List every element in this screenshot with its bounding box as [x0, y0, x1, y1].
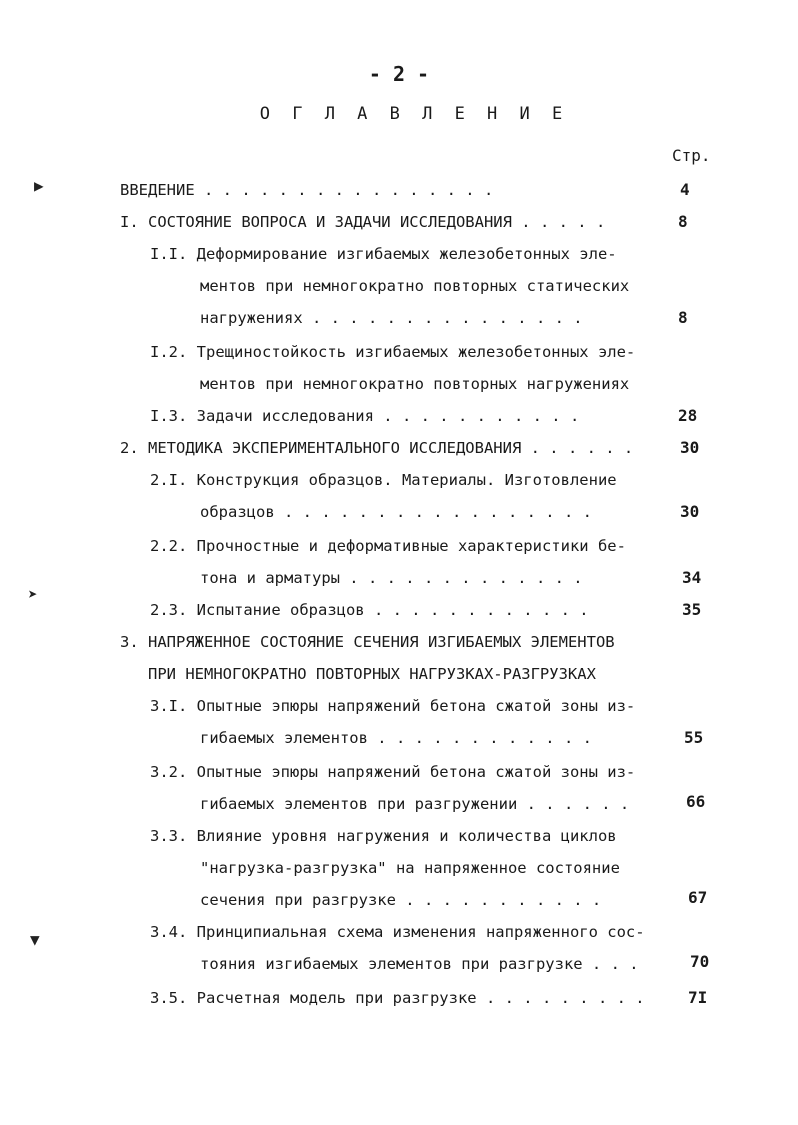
toc-entry-intro[interactable] [120, 180, 493, 200]
margin-mark-icon: ➤ [28, 585, 38, 604]
toc-entry-text: Прочностные и деформативные характеристики бе- [196, 537, 626, 555]
toc-entry-num: 3.3. [150, 827, 188, 845]
toc-page-number: 66 [686, 792, 706, 811]
toc-entry-num: 3.4. [150, 923, 188, 941]
toc-entry-text: "нагрузка-разгрузка" на напряженное состояние [200, 859, 620, 877]
toc-entry-text: Принципиальная схема изменения напряженного сос- [196, 923, 645, 941]
toc-entry-text: тона и арматуры . . . . . . . . . . . . . [200, 569, 583, 587]
toc-entry-text: Задачи исследования . . . . . . . . . . . [196, 407, 580, 425]
toc-page-number: 34 [682, 568, 702, 587]
toc-entry-text: Опытные эпюры напряжений бетона сжатой зоны из- [196, 697, 636, 715]
toc-page-number: 70 [690, 952, 710, 971]
toc-entry-text: гибаемых элементов при разгружении . . . . . . [200, 795, 630, 813]
toc-entry-section-3-1[interactable] [150, 696, 635, 716]
toc-page-number: 4 [680, 180, 690, 199]
toc-entry-chapter-3[interactable] [120, 632, 615, 652]
toc-entry-text: Деформирование изгибаемых железобетонных эле- [196, 245, 617, 263]
toc-page-number: 67 [688, 888, 708, 907]
toc-entry-text: Конструкция образцов. Материалы. Изготовление [196, 471, 617, 489]
toc-entry-text: Трещиностойкость изгибаемых железобетонных эле- [196, 343, 636, 361]
toc-entry-text: ПРИ НЕМНОГОКРАТНО ПОВТОРНЫХ НАГРУЗКАХ-РАЗГРУЗКАХ [148, 665, 596, 683]
toc-page-number: 30 [680, 502, 700, 521]
toc-page-number: 35 [682, 600, 702, 619]
toc-entry-text: НАПРЯЖЕННОЕ СОСТОЯНИЕ СЕЧЕНИЯ ИЗГИБАЕМЫХ ЭЛЕМЕНТОВ [148, 633, 615, 651]
toc-entry-num: 3.2. [150, 763, 188, 781]
toc-entry-text: ВВЕДЕНИЕ . . . . . . . . . . . . . . . . [120, 181, 494, 199]
toc-entry-section-3-4[interactable] [150, 922, 645, 942]
toc-entry-text: ментов при немногократно повторных нагружениях [200, 375, 630, 393]
toc-entry-num: 2.I. [150, 471, 188, 489]
page-number: - 2 - [368, 62, 430, 86]
toc-entry-section-3-5[interactable] [150, 988, 645, 1008]
toc-entry-num: 2.3. [150, 601, 188, 619]
toc-entry-section-3-3[interactable] [150, 826, 617, 846]
toc-entry-text: МЕТОДИКА ЭКСПЕРИМЕНТАЛЬНОГО ИССЛЕДОВАНИЯ . . . . . . [148, 439, 634, 457]
toc-entry-num: I.I. [150, 245, 188, 263]
toc-page-number: 7I [688, 988, 708, 1007]
toc-entry-section-2-1[interactable] [150, 470, 617, 490]
margin-mark-icon: ▼ [30, 930, 40, 949]
toc-entry-chapter-2[interactable] [120, 438, 633, 458]
toc-entry-text: нагружениях . . . . . . . . . . . . . . . [200, 309, 583, 327]
toc-entry-section-1-2[interactable] [150, 342, 635, 362]
toc-entry-text: тояния изгибаемых элементов при разгрузке . . . [200, 955, 639, 973]
toc-entry-text: ментов при немногократно повторных статических [200, 277, 630, 295]
toc-page-number: 8 [678, 308, 688, 327]
toc-entry-text: Расчетная модель при разгрузке . . . . . . . . . [196, 989, 645, 1007]
toc-entry-section-3-2[interactable] [150, 762, 635, 782]
toc-entry-chapter-1[interactable] [120, 212, 605, 232]
page-title: О Г Л А В Л Е Н И Е [259, 104, 569, 124]
toc-entry-num: 2. [120, 439, 139, 457]
toc-entry-text: Испытание образцов . . . . . . . . . . . . [196, 601, 589, 619]
toc-page-number: 8 [678, 212, 688, 231]
toc-entry-num: 3. [120, 633, 139, 651]
toc-entry-text: Опытные эпюры напряжений бетона сжатой зоны из- [196, 763, 636, 781]
toc-entry-text: гибаемых элементов . . . . . . . . . . . . [200, 729, 592, 747]
toc-page-number: 30 [680, 438, 700, 457]
toc-entry-section-2-2[interactable] [150, 536, 626, 556]
toc-entry-num: 3.5. [150, 989, 188, 1007]
toc-entry-num: I.2. [150, 343, 188, 361]
toc-entry-num: 2.2. [150, 537, 188, 555]
page-column-header: Стр. [672, 146, 711, 165]
toc-entry-section-1-3[interactable] [150, 406, 579, 426]
toc-entry-text: Влияние уровня нагружения и количества циклов [196, 827, 617, 845]
toc-entry-section-2-3[interactable] [150, 600, 589, 620]
toc-entry-num: I.3. [150, 407, 188, 425]
toc-page-number: 55 [684, 728, 704, 747]
toc-entry-text: СОСТОЯНИЕ ВОПРОСА И ЗАДАЧИ ИССЛЕДОВАНИЯ . . . . . [148, 213, 606, 231]
toc-page-number: 28 [678, 406, 698, 425]
toc-entry-text: образцов . . . . . . . . . . . . . . . . . [200, 503, 592, 521]
toc-entry-section-1-1[interactable] [150, 244, 617, 264]
toc-entry-num: I. [120, 213, 139, 231]
toc-entry-text: сечения при разгрузке . . . . . . . . . . . [200, 891, 602, 909]
toc-entry-num: 3.I. [150, 697, 188, 715]
margin-mark-icon: ▶ [34, 176, 44, 195]
